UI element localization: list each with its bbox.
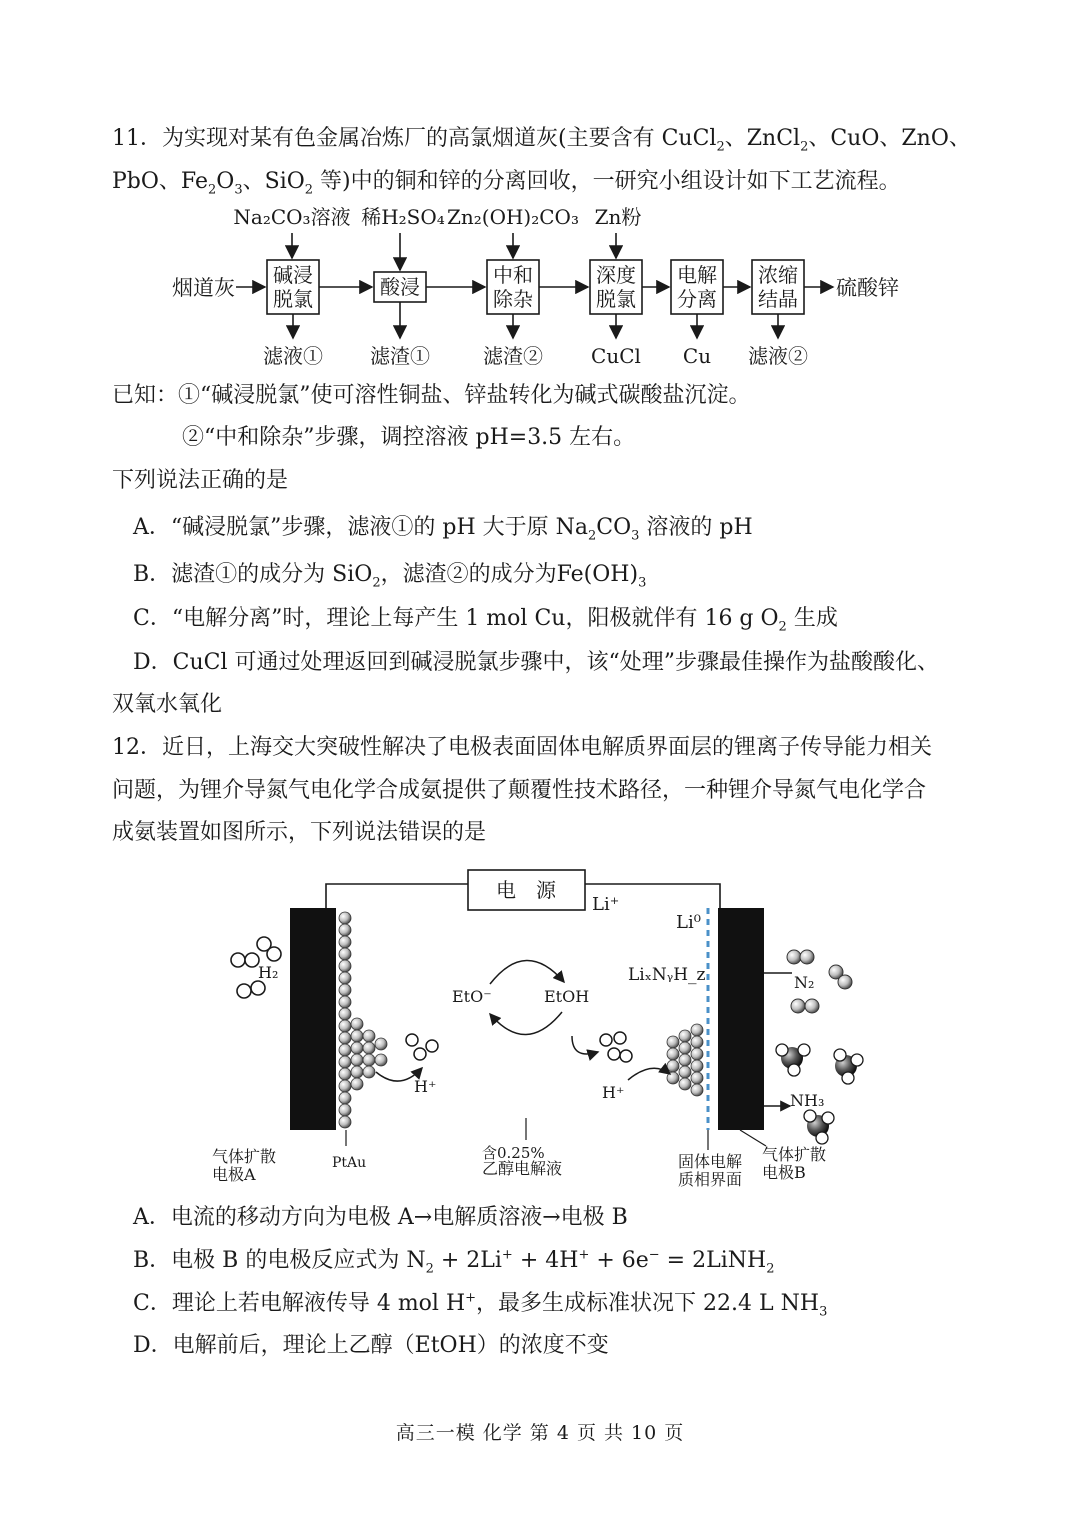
reagent-na2co3: Na₂CO₃溶液 [233, 205, 351, 229]
q12-option-d: D．电解前后，理论上乙醇（EtOH）的浓度不变 [133, 1333, 609, 1358]
particle [375, 1038, 387, 1050]
q12-line2: 问题，为锂介导氮气电化学合成氨提供了颠覆性技术路径，一种锂介导氮气电化学合 [112, 778, 927, 803]
label-electrode-b-1: 气体扩散 [762, 1145, 827, 1164]
particle [691, 1036, 703, 1048]
particle [691, 1072, 703, 1084]
particle [339, 936, 351, 948]
q11-option-b: B．滤渣①的成分为 SiO$_2$，滤渣②的成分为$Fe(OH)_3$ [133, 562, 647, 591]
n2-label: N₂ [794, 973, 815, 992]
electrode-b [718, 908, 764, 1130]
q12-line1: 12．近日，上海交大突破性解决了电极表面固体电解质界面层的锂离子传导能力相关 [112, 735, 932, 760]
q11-option-a: A．“碱浸脱氯”步骤，滤液①的 pH 大于原 $Na_2CO_3$ 溶液的 pH [133, 515, 753, 544]
reagent-h2so4: 稀H₂SO₄ [361, 205, 445, 229]
particle [339, 1104, 351, 1116]
svg-text:中和: 中和 [493, 263, 533, 287]
particle [363, 1054, 375, 1066]
particle [667, 1048, 679, 1060]
svg-text:分离: 分离 [677, 287, 717, 311]
label-electrode-a-2: 电极A [212, 1165, 256, 1184]
particle [667, 1060, 679, 1072]
page-footer: 高三一模 化学 第 4 页 共 10 页 [395, 1422, 685, 1444]
particle [363, 1030, 375, 1042]
q11-stem: 下列说法正确的是 [112, 468, 289, 493]
reagent-zn-powder: Zn粉 [594, 205, 642, 229]
nh3-label: NH₃ [790, 1091, 825, 1110]
particle [351, 1042, 363, 1054]
particle [339, 1032, 351, 1044]
svg-text:酸浸: 酸浸 [380, 275, 420, 299]
particle [339, 960, 351, 972]
h-plus-right: H⁺ [602, 1083, 625, 1102]
h2-label: H₂ [258, 963, 279, 982]
particle [339, 1116, 351, 1128]
q11-option-d-line2: 双氧水氧化 [112, 692, 223, 717]
particle [679, 1042, 691, 1054]
particle [339, 912, 351, 924]
particle [339, 1044, 351, 1056]
label-electrode-b-2: 电极B [762, 1163, 806, 1182]
svg-text:碱浸: 碱浸 [273, 263, 313, 287]
particle [691, 1060, 703, 1072]
product-residue-2: 滤渣② [483, 344, 543, 368]
svg-text:脱氯: 脱氯 [596, 287, 636, 311]
svg-text:除杂: 除杂 [493, 287, 533, 311]
particle [339, 1068, 351, 1080]
particle [363, 1066, 375, 1078]
particle [339, 1020, 351, 1032]
particle [351, 1066, 363, 1078]
lixnyhz-particles [667, 1024, 703, 1096]
q12-option-a: A．电流的移动方向为电极 A→电解质溶液→电极 B [133, 1205, 628, 1230]
particle [679, 1066, 691, 1078]
particle [375, 1054, 387, 1066]
particle [351, 1054, 363, 1066]
electrochemical-cell-diagram [200, 860, 880, 1190]
process-flow-diagram [160, 200, 920, 372]
product-cu: Cu [682, 344, 712, 368]
li0-label: Li⁰ [676, 912, 701, 933]
li-plus-label: Li⁺ [592, 894, 620, 915]
particle [679, 1054, 691, 1066]
label-ptau: PtAu [332, 1155, 367, 1171]
particle [351, 1030, 363, 1042]
svg-text:结晶: 结晶 [758, 287, 798, 311]
particle [679, 1030, 691, 1042]
ptau-particles [339, 912, 387, 1128]
eto-label: EtO⁻ [452, 987, 492, 1006]
q11-line2: PbO、$Fe_2O_3$、SiO$_2$ 等)中的铜和锌的分离回收，一研究小组设计如下工艺流程。 [112, 169, 901, 198]
particle [691, 1084, 703, 1096]
particle [667, 1036, 679, 1048]
label-sei-1: 固体电解 [678, 1152, 743, 1171]
electrode-a [290, 908, 336, 1130]
label-solution-2: 乙醇电解液 [482, 1159, 563, 1178]
q11-option-d-line1: D．CuCl 可通过处理返回到碱浸脱氯步骤中，该“处理”步骤最佳操作为盐酸酸化、 [133, 650, 939, 675]
particle [351, 1078, 363, 1090]
particle [339, 1092, 351, 1104]
particle [339, 984, 351, 996]
particle [351, 1018, 363, 1030]
particle [363, 1042, 375, 1054]
particle [691, 1048, 703, 1060]
power-source-label: 电 源 [496, 878, 556, 902]
h2-near-a [406, 1034, 438, 1060]
h2-near-b [600, 1032, 632, 1062]
particle [339, 948, 351, 960]
output-zinc-sulfate: 硫酸锌 [836, 276, 899, 300]
particle [339, 1056, 351, 1068]
q12-line3: 成氨装置如图所示，下列说法错误的是 [112, 820, 487, 845]
q11-known-2: ②“中和除杂”步骤，调控溶液 pH=3.5 左右。 [182, 425, 636, 450]
svg-text:深度: 深度 [596, 263, 636, 287]
particle [339, 1080, 351, 1092]
etoh-label: EtOH [544, 987, 590, 1006]
svg-text:浓缩: 浓缩 [758, 263, 798, 287]
product-residue-1: 滤渣① [370, 344, 430, 368]
input-flue-ash: 烟道灰 [172, 276, 235, 300]
h-plus-left: H⁺ [414, 1077, 437, 1096]
q12-option-b: B．电极 B 的电极反应式为 $N_2 + 2Li^+ + 4H^+ + 6e^-$ = 2LiNH$_2$ [133, 1247, 775, 1277]
particle [339, 924, 351, 936]
svg-text:电解: 电解 [677, 263, 717, 287]
label-electrode-a-1: 气体扩散 [212, 1147, 277, 1166]
particle [691, 1024, 703, 1036]
product-cucl: CuCl [591, 344, 641, 368]
q11-known-1: 已知：①“碱浸脱氯”使可溶性铜盐、锌盐转化为碱式碳酸盐沉淀。 [112, 383, 751, 408]
svg-text:脱氯: 脱氯 [273, 287, 313, 311]
particle [339, 972, 351, 984]
product-filtrate-2: 滤液② [748, 344, 808, 368]
lixnyhz-label: LiₓNᵧH_z [628, 965, 706, 985]
particle [339, 1008, 351, 1020]
particle [339, 996, 351, 1008]
reagent-zn2oh2co3: Zn₂(OH)₂CO₃ [447, 205, 579, 229]
product-filtrate-1: 滤液① [263, 344, 323, 368]
q11-option-c: C．“电解分离”时，理论上每产生 1 mol Cu，阳极就伴有 16 g $O_2$ 生成 [133, 606, 838, 635]
label-sei-2: 质相界面 [678, 1170, 743, 1189]
particle [679, 1078, 691, 1090]
label-solution-1: 含0.25% [482, 1144, 545, 1162]
q12-option-c: C．理论上若电解液传导 4 mol H+，最多生成标准状况下 22.4 L $NH_3$ [133, 1290, 828, 1320]
q11-line1: 11．为实现对某有色金属冶炼厂的高氯烟道灰(主要含有 CuCl$_2$、ZnCl$_2$、CuO、ZnO、 [112, 126, 971, 155]
